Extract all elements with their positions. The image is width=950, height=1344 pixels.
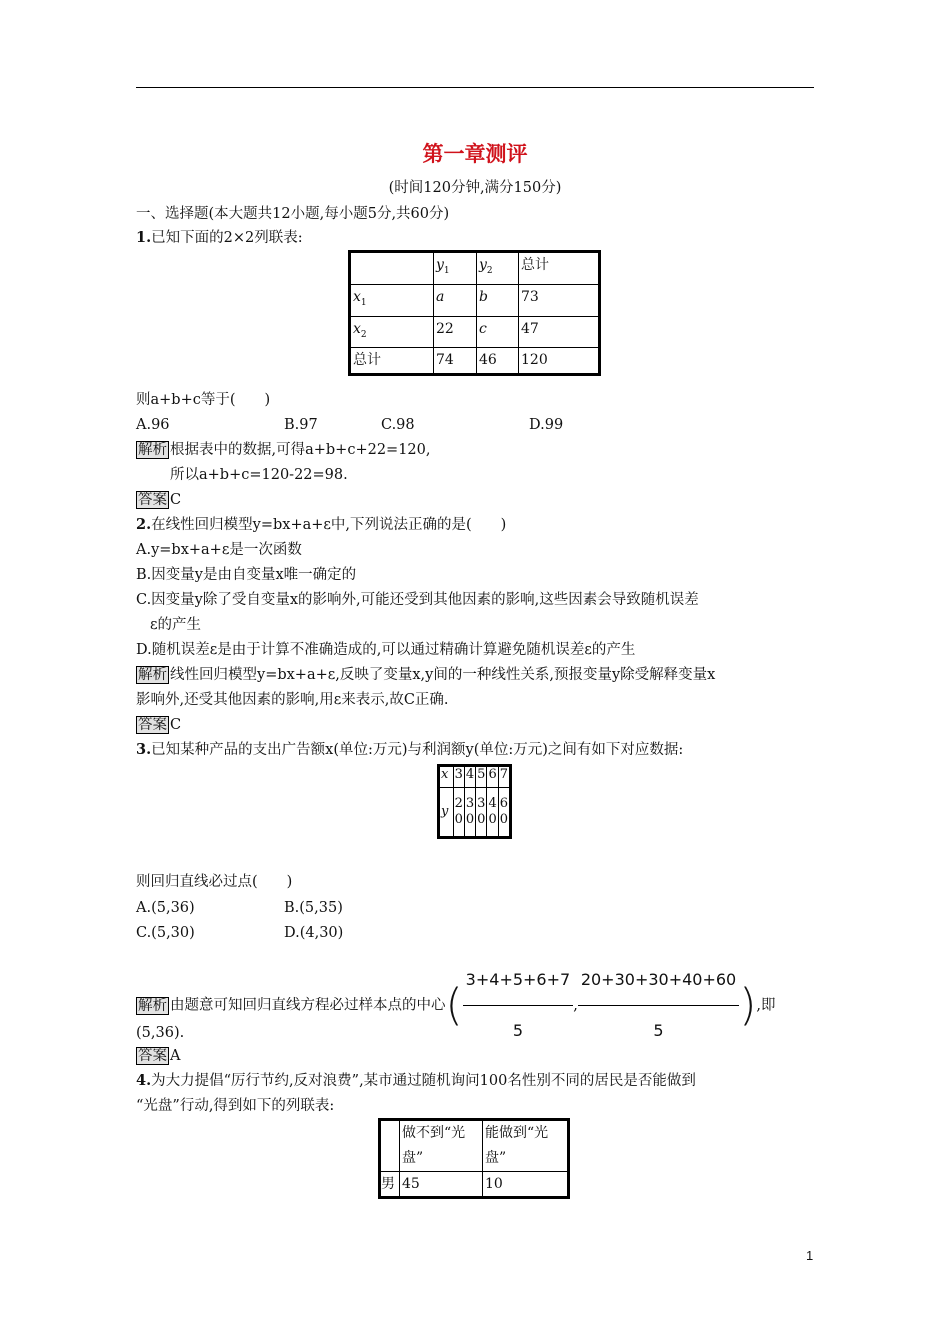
q3-option-b: B.(5,35) xyxy=(284,900,343,916)
q2-option-c: C.因变量y除了受自变量x的影响外,可能还受到其他因素的影响,这些因素会导致随机误差 xyxy=(136,592,699,608)
q4-stem-2: “光盘”行动,得到如下的列联表: xyxy=(136,1098,335,1114)
jiexi-tag: 解析 xyxy=(138,442,167,458)
daan-tag: 答案 xyxy=(138,717,167,733)
q3-option-d: D.(4,30) xyxy=(284,925,344,941)
jiexi-tag: 解析 xyxy=(138,667,167,683)
q3-solution-2: (5,36). xyxy=(136,1025,185,1041)
q1-solution-2: 所以a+b+c=120-22=98. xyxy=(170,467,348,483)
q2-answer: 答案 C xyxy=(138,717,182,733)
q3-ask: 则回归直线必过点( ) xyxy=(136,874,293,890)
fraction-y-mean: $\frac{20+30+30+40+60}{5}$ xyxy=(578,955,739,1056)
header-rule xyxy=(136,87,814,88)
q1-option-b: B.97 xyxy=(284,417,318,433)
q1-option-a: A.96 xyxy=(136,417,170,433)
daan-tag: 答案 xyxy=(138,492,167,508)
section-heading: 一、选择题(本大题共12小题,每小题5分,共60分) xyxy=(136,206,450,222)
q4-table: 做不到“光盘” 能做到“光盘” 男 45 10 xyxy=(378,1118,570,1199)
q2-option-b: B.因变量y是由自变量x唯一确定的 xyxy=(136,567,357,583)
q2-option-a: A.y=bx+a+ε是一次函数 xyxy=(136,542,302,558)
q2-solution: 解析 线性回归模型y=bx+a+ε,反映了变量x,y间的一种线性关系,预报变量y除受解释变量x xyxy=(138,667,716,683)
page-number: 1 xyxy=(806,1248,814,1263)
q3-stem: 3.已知某种产品的支出广告额x(单位:万元)与利润额y(单位:万元)之间有如下对应数据: xyxy=(136,741,684,758)
jiexi-tag: 解析 xyxy=(138,997,167,1014)
q1-option-d: D.99 xyxy=(529,417,564,433)
page-title: 第一章测评 xyxy=(422,142,528,166)
q1-solution: 解析 根据表中的数据,可得a+b+c+22=120, xyxy=(138,442,431,458)
q3-table: x 3 4 5 6 7 y 20 30 30 40 60 xyxy=(437,764,512,839)
q1-stem: 1.已知下面的2×2列联表: xyxy=(136,229,303,246)
q3-option-a: A.(5,36) xyxy=(136,900,195,916)
fraction-x-mean: $\frac{3+4+5+6+7}{5}$ xyxy=(463,955,574,1056)
subtitle: (时间120分钟,满分150分) xyxy=(388,180,562,196)
q1-answer: 答案 C xyxy=(138,492,182,508)
q2-stem: 2.在线性回归模型y=bx+a+ε中,下列说法正确的是( ) xyxy=(136,516,507,533)
q2-option-d: D.随机误差ε是由于计算不准确造成的,可以通过精确计算避免随机误差ε的产生 xyxy=(136,642,636,658)
q3-answer: 答案 A xyxy=(138,1048,181,1064)
q2-option-c-cont: ε的产生 xyxy=(150,617,202,633)
q3-solution: 解析 由题意可知回归直线方程必过样本点的中心( $\frac{3+4+5+6+7}{5}$ , $\frac{20+30+30+40+60}{5}$ ),即 xyxy=(136,955,776,1005)
daan-tag: 答案 xyxy=(138,1048,167,1064)
q1-table: $y_1$ $y_2$ 总计 $x_1$ a b 73 $x_2$ 22 c 47 总计 74 46 120 xyxy=(348,250,601,376)
q4-stem: 4.为大力提倡“厉行节约,反对浪费”,某市通过随机询问100名性别不同的居民是否能做到 xyxy=(136,1072,696,1089)
q3-option-c: C.(5,30) xyxy=(136,925,195,941)
q2-solution-2: 影响外,还受其他因素的影响,用ε来表示,故C正确. xyxy=(136,692,449,708)
q1-option-c: C.98 xyxy=(381,417,415,433)
q1-ask: 则a+b+c等于( ) xyxy=(136,392,271,408)
